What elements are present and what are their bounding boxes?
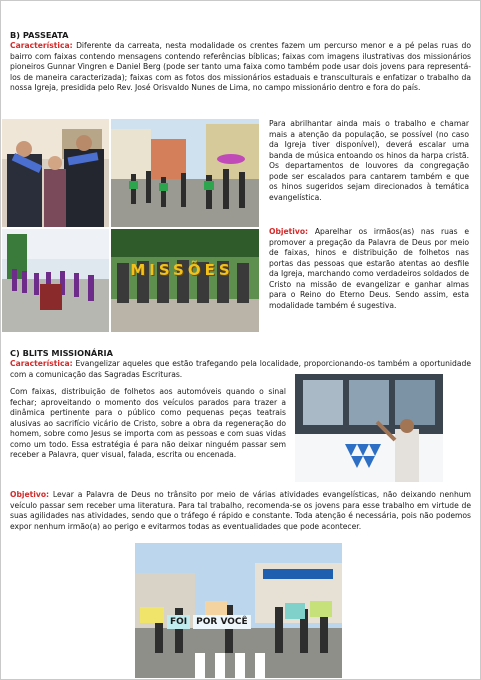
section-c-heading: C) BLITS MISSIONÁRIA: [10, 348, 113, 358]
section-b-side-paragraph: Para abrilhantar ainda mais o trabalho e chamar mais a atenção da população, se possível (no caso da Igreja tiver disponível), deverá escalar uma banda de música entoando os hinos da harpa cristã. Os departamentos de louvores da congregação pode ser escalados para cantarem também e que os hinos sugeridos sejam direcionados à temática evangelística.: [269, 119, 469, 202]
caracteristica-text: Diferente da carreata, nesta modalidade os crentes fazem um percurso menor e a pé pelas ruas do bairro com faixas contendo mensagens contendo referências bíblicas; faixas com imagens ilustrativas dos missionários pioneiros Gunnar Vingren e Daniel Berg (pode ser tanto uma faixa como também pode usar dois jovens para representá-los de maneira caracterizada); faixas com as fotos dos missionários estaduais e transculturais e enfatizar o trabalho da nossa Igreja, presidida pelo Rev. José Orisvaldo Nunes de Lima, no campo missionário dentro e fora do país.: [10, 41, 471, 92]
caracteristica-text: Evangelizar aqueles que estão trafegando pela localidade, proporcionando-os também a oportunidade com a comunicação das Sagradas Escrituras.: [10, 359, 471, 379]
photo-street-blitz: [135, 543, 342, 678]
missoes-banner-text: MISSÕES: [130, 261, 234, 279]
section-b-caracteristica-paragraph: [10, 41, 471, 94]
blitz-banner-word-1: FOI: [167, 615, 190, 629]
photo-street-march: [111, 119, 259, 227]
caracteristica-label: Característica:: [10, 41, 73, 50]
photo-band-parade: [2, 229, 109, 332]
photo-missoes-banner: [111, 229, 259, 332]
section-c-objetivo-paragraph: [10, 490, 471, 532]
section-c-side-paragraph: Com faixas, distribuição de folhetos aos automóveis quando o sinal fechar; aproveitando o momento dos veículos parados para trazer a dinâmica pertinente para o público como pequenas peças teatrais alusivas ao sacrifício vicário de Cristo, sobre a obra da regeneração do homem, sobre como Jesus se importa com as pessoas e com suas vidas como um todo. Essa estratégia é para não deixar ninguém passar sem receber a Palavra, quer visual, falada, escrita ou encenada.: [10, 387, 286, 459]
caracteristica-label: Característica:: [10, 359, 73, 368]
photo-bus-leaflet: [295, 374, 443, 482]
objetivo-label: Objetivo:: [10, 490, 50, 499]
objetivo-label: Objetivo:: [269, 227, 309, 236]
objetivo-text: Aparelhar os irmãos(as) nas ruas e promover a pregação da Palavra de Deus por meio de faixas, hinos e distribuição de folhetos nas portas das pessoas que estarão atentas ao desfile da Igreja, marchando como verdadeiros soldados de Cristo na missão de evangelizar e ganhar almas para o Reino do Eterno Deus. Sendo assim, esta modalidade também é sugestiva.: [269, 227, 469, 310]
blitz-banner-word-2: POR VOCÊ: [193, 615, 251, 629]
photo-missionaries-costume: [2, 119, 109, 227]
section-b-heading: B) PASSEATA: [10, 30, 69, 40]
blitz-banner: [167, 615, 251, 629]
objetivo-text: Levar a Palavra de Deus no trânsito por meio de várias atividades evangelísticas, não deixando nenhum veículo passar sem receber uma literatura. Para tal trabalho, recomenda-se os jovens para esse trabalho em virtude de suas agilidades nas atividades, sendo que o tráfego é rápido e constante. Toda atenção é necessária, pois não podemos expor nenhum irmão(a) ao perigo e evitarmos todas as eventualidades que pode acontecer.: [10, 490, 471, 531]
section-b-objetivo-paragraph: [269, 227, 469, 311]
